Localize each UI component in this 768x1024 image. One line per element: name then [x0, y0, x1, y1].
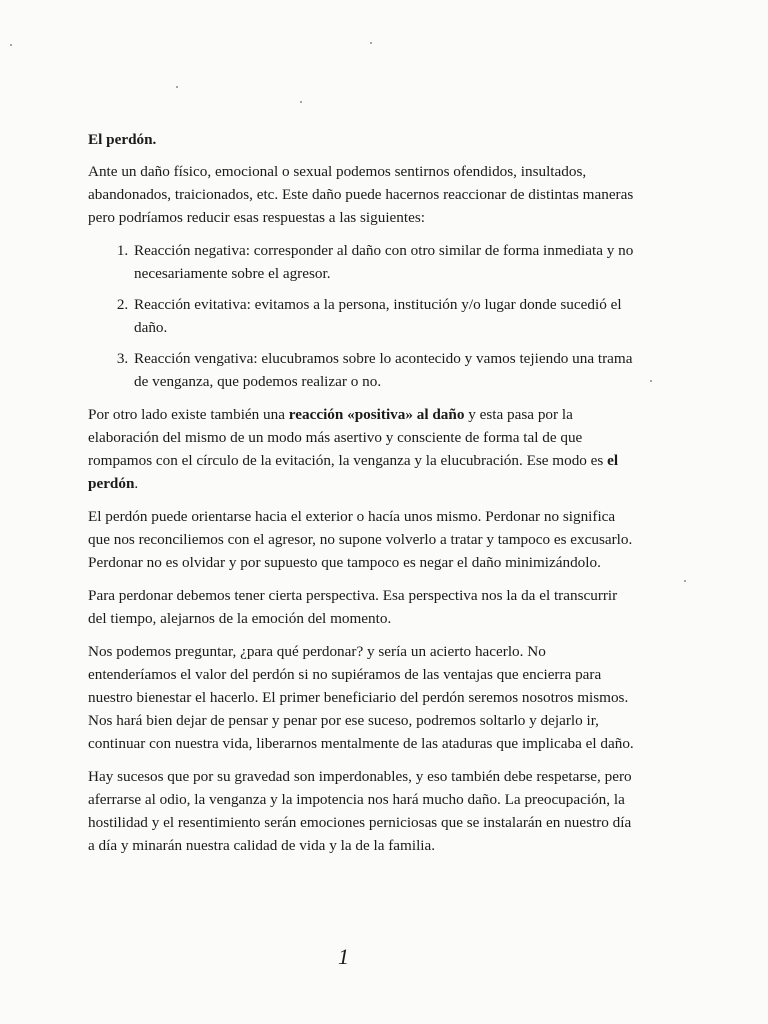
paragraph-why-forgive: Nos podemos preguntar, ¿para qué perdonar? y sería un acierto hacerlo. No entenderíamos el valor del perdón si no supiéramos de las ventajas que encierra para nuestro bienestar el hacerlo. El primer beneficiario del perdón seremos nosotros mismos. Nos hará bien dejar de pensar y penar por ese suceso, podremos soltarlo y dejarlo ir, continuar con nuestra vida, liberarnos mentalmente de las ataduras que implicaba el daño. [88, 643, 634, 752]
text-run: . [134, 475, 139, 492]
page-number: 1 [338, 944, 349, 969]
list-item: 1. Reacción negativa: corresponder al daño con otro similar de forma inmediata y no necesariamente sobre el agresor. [132, 239, 636, 285]
paragraph-orientation: El perdón puede orientarse hacia el exterior o hacía unos mismo. Perdonar no significa que nos reconciliemos con el agresor, no supone volverlo a tratar y tampoco es excusarlo. Perdonar no es olvidar y por supuesto que tampoco es negar el daño minimizándolo. [88, 508, 633, 571]
scan-speck [176, 86, 178, 88]
paragraph-intro: Ante un daño físico, emocional o sexual podemos sentirnos ofendidos, insultados, abandonados, traicionados, etc. Este daño puede hacernos reaccionar de distintas maneras pero podríamos reducir esas respuestas a las siguientes: [88, 163, 634, 226]
scan-speck [650, 380, 652, 382]
bold-phrase: el perdón [88, 452, 619, 492]
scan-speck [684, 580, 686, 582]
scan-speck [300, 101, 302, 103]
paragraph-perspective: Para perdonar debemos tener cierta perspectiva. Esa perspectiva nos la da el transcurrir del tiempo, alejarnos de la emoción del momento. [88, 587, 618, 627]
scan-speck [10, 44, 12, 46]
text-run: y esta pasa por la elaboración del mismo de un modo más asertivo y consciente de forma tal de que rompamos con el círculo de la evitación, la venganza y la elucubración. Ese modo es [88, 406, 608, 469]
list-item: 2. Reacción evitativa: evitamos a la persona, institución y/o lugar donde sucedió el daño. [132, 293, 636, 339]
paragraph-positive-reaction [88, 403, 636, 495]
paragraph-unforgivable: Hay sucesos que por su gravedad son imperdonables, y eso también debe respetarse, pero aferrarse al odio, la venganza y la impotencia nos hará mucho daño. La preocupación, la hostilidad y el resentimiento serán emociones perniciosas que se instalarán en nuestro día a día y minarán nuestra calidad de vida y la de la familia. [88, 768, 632, 854]
bold-phrase: reacción «positiva» al daño [288, 406, 465, 423]
text-run: Por otro lado existe también una [88, 406, 289, 423]
list-item: 3. Reacción vengativa: elucubramos sobre lo acontecido y vamos tejiendo una trama de venganza, que podemos realizar o no. [132, 347, 636, 393]
reaction-list [88, 239, 636, 393]
document-title: El perdón. [88, 131, 157, 148]
scan-speck [370, 42, 372, 44]
document-body [88, 128, 636, 867]
